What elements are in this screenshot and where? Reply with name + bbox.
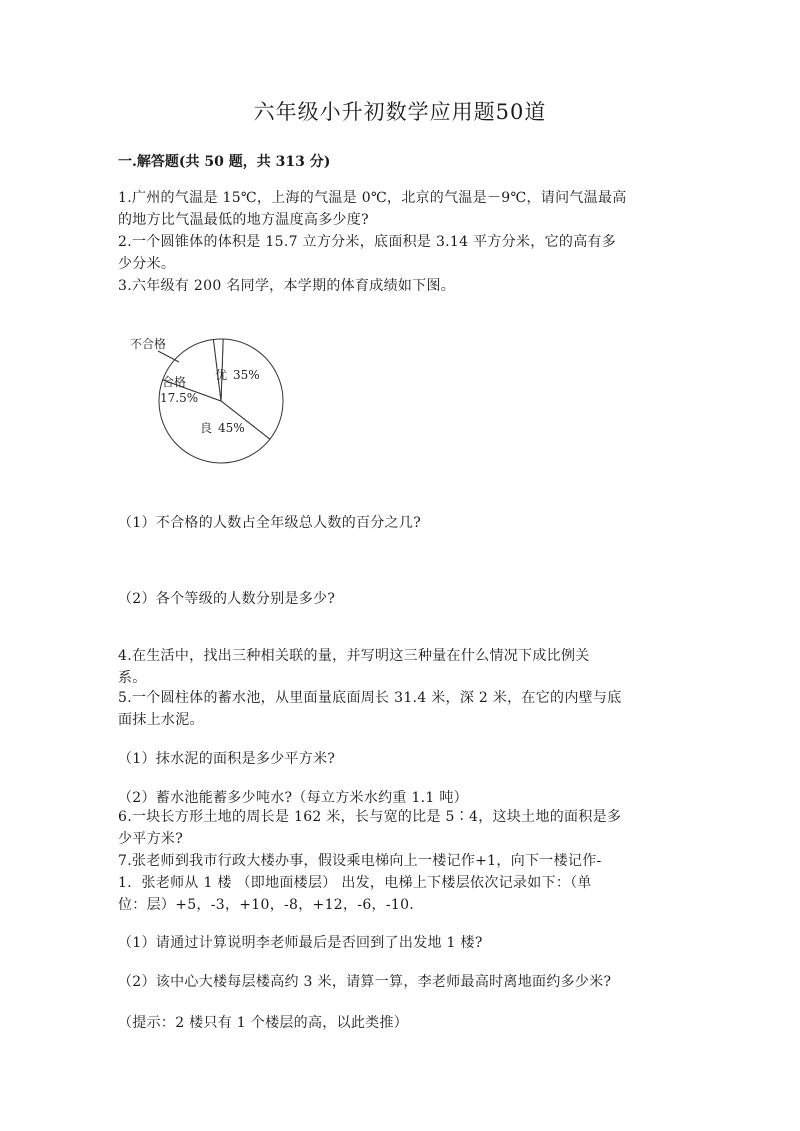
question-1-line-2: 的地方比气温最低的地方温度高多少度?: [118, 212, 369, 228]
question-4: [118, 645, 683, 689]
question-2-line-1: 2.一个圆锥体的体积是 15.7 立方分米，底面积是 3.14 平方分米，它的高有多: [118, 234, 617, 250]
question-3-sub-2: [118, 588, 683, 610]
slice-value-qualified: 17.5%: [160, 391, 199, 405]
slice-value-excellent: 35%: [233, 368, 260, 382]
question-5-line-2: 面抹上水泥。: [118, 712, 204, 728]
question-1: [118, 187, 683, 231]
question-2: [118, 231, 683, 275]
question-3: [118, 275, 683, 297]
question-5-sub-1: [118, 748, 683, 770]
question-3-sub-1: [118, 512, 683, 534]
question-6: [118, 806, 683, 850]
question-3-line-1: 3.六年级有 200 名同学，本学期的体育成绩如下图。: [118, 278, 456, 294]
question-7-sub-1: [118, 932, 683, 954]
question-4-line-1: 4.在生活中，找出三种相关联的量，并写明这三种量在什么情况下成比例关: [118, 648, 590, 664]
question-7-line-2: 1．张老师从 1 楼 （即地面楼层） 出发，电梯上下楼层依次记录如下：（单: [118, 875, 592, 891]
question-5-line-1: 5.一个圆柱体的蓄水池，从里面量底面周长 31.4 米，深 2 米，在它的内壁与底: [118, 690, 622, 706]
slice-label-unqualified: 不合格: [130, 337, 167, 351]
question-2-line-2: 少分米。: [118, 256, 176, 272]
question-5-sub-1-text: （1）抹水泥的面积是多少平方米?: [118, 751, 336, 767]
question-7-line-1: 7.张老师到我市行政大楼办事，假设乘电梯向上一楼记作+1，向下一楼记作-: [118, 853, 602, 869]
slice-label-good: 良: [200, 421, 213, 435]
question-6-line-1: 6.一块长方形土地的周长是 162 米，长与宽的比是 5∶4，这块土地的面积是多: [118, 809, 622, 825]
question-7-line-3: 位：层）+5，-3，+10，-8，+12，-6，-10.: [118, 897, 415, 913]
question-7-sub-1-text: （1）请通过计算说明李老师最后是否回到了出发地 1 楼?: [118, 935, 483, 951]
question-1-line-1: 1.广州的气温是 15℃，上海的气温是 0℃，北京的气温是－9℃，请问气温最高: [118, 190, 627, 206]
question-7-hint-text: （提示：2 楼只有 1 个楼层的高，以此类推）: [118, 1015, 409, 1031]
question-3-sub-1-text: （1）不合格的人数占全年级总人数的百分之几?: [118, 515, 422, 531]
slice-value-good: 45%: [218, 421, 245, 435]
question-5-sub-2-text: （2）蓄水池能蓄多少吨水?（每立方米水约重 1.1 吨）: [118, 790, 468, 806]
slice-label-excellent: 优: [215, 368, 228, 382]
page-title: 六年级小升初数学应用题50道: [253, 100, 547, 124]
question-6-line-2: 少平方米?: [118, 831, 184, 847]
question-7-hint: [118, 1012, 683, 1034]
question-4-line-2: 系。: [118, 670, 147, 686]
slice-label-qualified: 合格: [162, 375, 187, 389]
section-heading: 一.解答题(共 50 题，共 313 分): [118, 154, 331, 170]
question-7: [118, 850, 683, 916]
grade-pie-chart: [118, 322, 298, 467]
question-5: [118, 687, 683, 731]
unqualified-leader-line: [158, 351, 179, 362]
question-7-sub-2: [118, 971, 683, 993]
question-3-sub-2-text: （2）各个等级的人数分别是多少?: [118, 591, 336, 607]
question-7-sub-2-text: （2）该中心大楼每层楼高约 3 米，请算一算，李老师最高时离地面约多少米?: [118, 974, 612, 990]
